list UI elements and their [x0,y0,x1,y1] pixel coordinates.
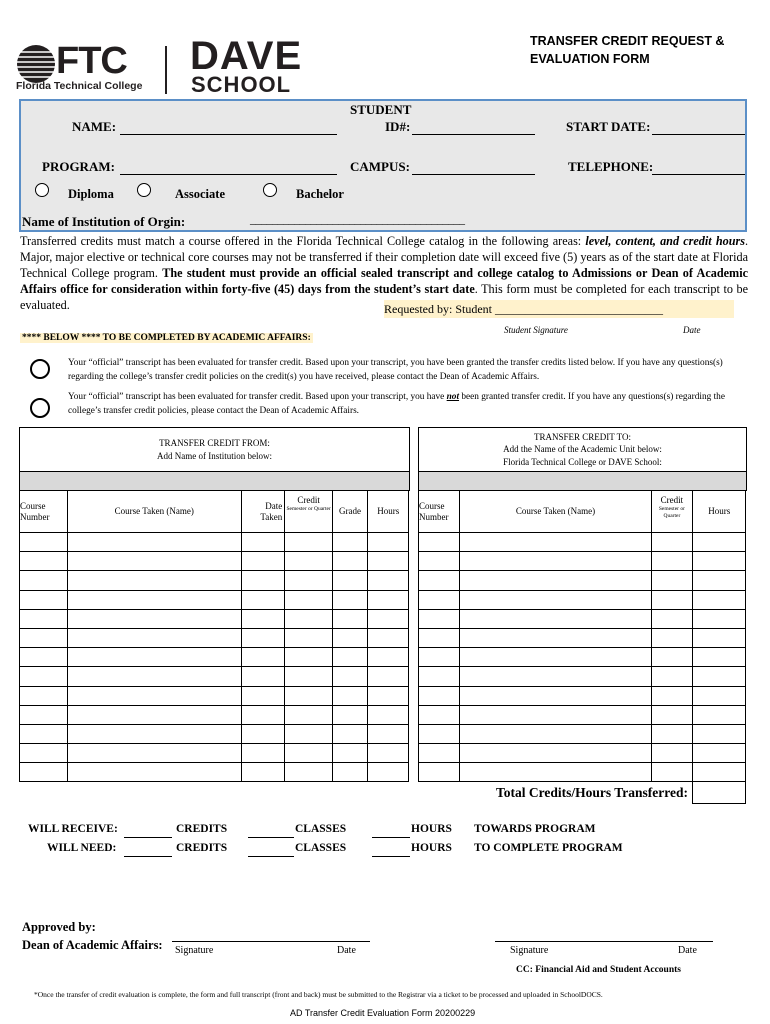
to-table-cell[interactable] [693,705,746,724]
to-table-cell[interactable] [651,590,692,609]
dean-date-caption: Date [337,945,356,956]
to-col-hours: Hours [693,491,746,533]
to-table-cell[interactable] [419,571,460,590]
from-table-cell[interactable] [285,571,333,590]
school-wordmark: SCHOOL [191,72,292,97]
from-header-cell [20,428,410,472]
from-table-cell[interactable] [241,724,285,743]
to-table-cell[interactable] [460,552,651,571]
to-table-cell[interactable] [651,533,692,552]
to-table-cell[interactable] [419,590,460,609]
campus-label: CAMPUS: [350,159,410,174]
from-table-cell[interactable] [20,552,68,571]
from-table-cell[interactable] [20,763,68,782]
to-table-cell[interactable] [419,705,460,724]
from-table-row [20,590,410,609]
program-field[interactable] [120,174,337,175]
from-table-cell[interactable] [67,724,241,743]
from-table-cell[interactable] [333,648,368,667]
from-table-cell[interactable] [241,571,285,590]
from-table-cell[interactable] [67,667,241,686]
to-table-cell[interactable] [419,552,460,571]
from-subtitle: Add Name of Institution below: [157,450,272,461]
from-col-credit [285,491,333,533]
need-hours-field[interactable] [372,856,410,857]
from-table-row [20,744,410,763]
from-table-cell[interactable] [285,763,333,782]
receive-hours-label: HOURS [411,823,452,835]
name-field[interactable] [120,134,337,135]
ftc-subtitle: Florida Technical College [16,80,143,92]
from-table-cell[interactable] [285,724,333,743]
from-table-cell[interactable] [67,705,241,724]
from-table-cell[interactable] [285,609,333,628]
from-table-cell[interactable] [20,667,68,686]
from-table-cell[interactable] [368,533,409,552]
from-table-cell[interactable] [241,667,285,686]
not-emphasis: not [446,392,460,402]
from-table-cell[interactable] [368,667,409,686]
to-table-cell[interactable] [651,667,692,686]
to-table-cell[interactable] [693,590,746,609]
policy-emphasis: level, content, and credit hours [585,234,745,248]
to-table-cell[interactable] [693,552,746,571]
dave-wordmark: DAVE [190,34,303,78]
from-table-row [20,724,410,743]
second-signature-caption: Signature [510,945,549,956]
from-table-row [20,705,410,724]
ftc-wordmark: FTC [56,40,127,82]
from-table-cell[interactable] [241,763,285,782]
policy-text-3: . This form must be completed for each transcript to be evaluated. [20,282,748,312]
from-table-cell[interactable] [285,705,333,724]
from-table-cell[interactable] [285,744,333,763]
from-table-cell[interactable] [368,552,409,571]
to-table-cell[interactable] [651,571,692,590]
from-table-row [20,609,410,628]
will-need-label: WILL NEED: [47,842,117,854]
from-table-cell[interactable] [20,648,68,667]
ftc-globe-icon [16,44,56,84]
not-granted-credit-radio[interactable] [30,398,50,418]
need-credits-label: CREDITS [176,842,228,854]
cc-line: CC: Financial Aid and Student Accounts [516,965,681,975]
from-table-cell[interactable] [368,744,409,763]
start-date-field[interactable] [652,134,745,135]
from-table-cell[interactable] [20,628,68,647]
to-table-cell[interactable] [651,763,692,782]
to-table-row [419,609,747,628]
student-id-field[interactable] [412,134,535,135]
to-table-cell[interactable] [460,628,651,647]
receive-classes-field[interactable] [248,837,294,838]
from-col-hours: Hours [368,491,409,533]
from-table-cell[interactable] [67,571,241,590]
to-table-cell[interactable] [419,533,460,552]
from-table-cell[interactable] [333,744,368,763]
policy-text-1: Transferred credits must match a course offered in the Florida Technical College catalog in the following areas: [20,234,582,248]
to-col-credit [651,491,692,533]
to-table-cell[interactable] [651,648,692,667]
total-credits-label: Total Credits/Hours Transferred: [496,785,689,801]
from-col-grade: Grade [333,491,368,533]
dean-label: Dean of Academic Affairs: [22,938,163,952]
telephone-field[interactable] [652,174,745,175]
from-col-date-taken: Date Taken [241,491,285,533]
towards-program-label: TOWARDS PROGRAM [474,823,596,835]
from-table-cell[interactable] [368,571,409,590]
receive-classes-label: CLASSES [295,823,347,835]
to-table-cell[interactable] [419,724,460,743]
from-table-row [20,667,410,686]
to-table-row [419,705,747,724]
to-col-course-number: Course Number [419,491,460,533]
from-table-cell[interactable] [241,590,285,609]
to-table-row [419,763,747,782]
bachelor-label: Bachelor [296,187,344,201]
second-date-caption: Date [678,945,697,956]
from-table-cell[interactable] [285,686,333,705]
to-table-body [419,533,747,782]
from-table-cell[interactable] [67,686,241,705]
from-table-cell[interactable] [368,705,409,724]
from-table-cell[interactable] [20,744,68,763]
to-table-cell[interactable] [460,763,651,782]
transfer-from-table [19,427,410,782]
form-id: AD Transfer Credit Evaluation Form 20200229 [290,1008,476,1018]
logo-divider [165,46,167,94]
to-credit-label: Credit [660,495,684,505]
from-table-cell[interactable] [20,533,68,552]
to-table-cell[interactable] [693,763,746,782]
diploma-label: Diploma [68,187,114,201]
from-table-row [20,648,410,667]
program-label: PROGRAM: [42,159,115,174]
from-table-row [20,686,410,705]
policy-deadline: The student must provide an official sealed transcript and college catalog to Admissions or Dean of Academic Affairs office for consideration within forty-five (45) days from the student’s start date [20,266,748,296]
diploma-radio[interactable] [35,183,49,197]
name-label: NAME: [72,119,117,134]
from-table-cell[interactable] [241,609,285,628]
to-table-row [419,571,747,590]
need-classes-field[interactable] [248,856,294,857]
receive-credits-field[interactable] [124,837,172,838]
requested-by-blank: ____________________________ [495,302,663,316]
not-granted-credit-text [68,390,740,418]
from-table-cell[interactable] [333,628,368,647]
to-table-cell[interactable] [693,628,746,647]
from-table-cell[interactable] [333,667,368,686]
to-table-cell[interactable] [460,609,651,628]
to-table-cell[interactable] [419,648,460,667]
to-subtitle-2: Florida Technical College or DAVE School: [503,456,662,467]
student-date-caption: Date [683,325,701,335]
to-credit-sub: Semester or Quarter [658,506,685,519]
to-complete-label: TO COMPLETE PROGRAM [474,842,623,854]
to-table-cell[interactable] [419,667,460,686]
to-table-cell[interactable] [460,705,651,724]
institution-field[interactable]: _______________________________________ [250,212,465,226]
to-table-cell[interactable] [693,571,746,590]
to-table-cell[interactable] [693,667,746,686]
from-table-cell[interactable] [285,667,333,686]
from-table-cell[interactable] [67,533,241,552]
to-table-row [419,686,747,705]
to-table-cell[interactable] [460,667,651,686]
from-table-cell[interactable] [368,724,409,743]
to-table-cell[interactable] [651,552,692,571]
from-table-cell[interactable] [285,648,333,667]
from-table-cell[interactable] [333,533,368,552]
from-table-cell[interactable] [368,648,409,667]
to-table-cell[interactable] [651,724,692,743]
from-table-row [20,571,410,590]
need-credits-field[interactable] [124,856,172,857]
from-table-cell[interactable] [285,552,333,571]
from-table-cell[interactable] [20,686,68,705]
to-table-cell[interactable] [460,648,651,667]
to-academic-unit-field[interactable] [419,472,747,491]
from-table-cell[interactable] [241,533,285,552]
to-table-cell[interactable] [419,609,460,628]
associate-radio[interactable] [137,183,151,197]
from-title: TRANSFER CREDIT FROM: [159,437,270,448]
from-table-cell[interactable] [368,609,409,628]
from-table-cell[interactable] [241,744,285,763]
to-table-row [419,648,747,667]
from-table-cell[interactable] [368,763,409,782]
receive-hours-field[interactable] [372,837,410,838]
to-table-cell[interactable] [693,744,746,763]
from-table-row [20,533,410,552]
from-table-cell[interactable] [285,628,333,647]
to-col-course-taken: Course Taken (Name) [460,491,651,533]
from-table-cell[interactable] [67,744,241,763]
granted-credit-radio[interactable] [30,359,50,379]
to-table-cell[interactable] [693,686,746,705]
from-table-cell[interactable] [67,763,241,782]
to-title: TRANSFER CREDIT TO: [533,431,632,442]
to-table-cell[interactable] [651,609,692,628]
to-table-row [419,724,747,743]
from-table-cell[interactable] [20,571,68,590]
from-table-row [20,628,410,647]
total-credits-field[interactable] [693,782,746,804]
to-table-cell[interactable] [693,533,746,552]
student-signature-caption: Student Signature [504,325,568,335]
from-credit-label: Credit [297,495,320,505]
to-table-row [419,744,747,763]
bachelor-radio[interactable] [263,183,277,197]
to-table-cell[interactable] [693,648,746,667]
from-table-cell[interactable] [20,724,68,743]
form-title: TRANSFER CREDIT REQUEST & EVALUATION FORM [530,34,725,66]
to-table-cell[interactable] [651,628,692,647]
to-table-cell[interactable] [419,628,460,647]
to-header-cell [419,428,747,472]
from-table-cell[interactable] [241,552,285,571]
from-col-course-taken: Course Taken (Name) [67,491,241,533]
to-subtitle-1: Add the Name of the Academic Unit below: [503,444,662,455]
dean-signature-field[interactable] [172,941,370,942]
from-table-row [20,552,410,571]
to-table-row [419,552,747,571]
to-table-row [419,590,747,609]
from-table-cell[interactable] [67,590,241,609]
academic-affairs-heading: **** BELOW **** TO BE COMPLETED BY ACADEMIC AFFAIRS: [22,333,311,343]
from-table-cell[interactable] [333,724,368,743]
from-table-cell[interactable] [20,590,68,609]
from-table-cell[interactable] [241,628,285,647]
from-table-cell[interactable] [333,763,368,782]
from-table-cell[interactable] [67,552,241,571]
from-table-cell[interactable] [333,686,368,705]
to-table-cell[interactable] [419,744,460,763]
from-table-cell[interactable] [333,571,368,590]
id-label: ID#: [385,119,411,134]
from-col-course-number: Course Number [20,491,68,533]
from-table-cell[interactable] [285,533,333,552]
from-table-cell[interactable] [241,705,285,724]
dean-signature-caption: Signature [175,945,214,956]
telephone-label: TELEPHONE: [568,159,654,174]
to-table-cell[interactable] [460,686,651,705]
ftc-logo [16,42,146,94]
student-label: STUDENT [350,102,412,117]
receive-credits-label: CREDITS [176,823,228,835]
from-institution-name-field[interactable] [20,472,410,491]
from-table-cell[interactable] [368,686,409,705]
not-granted-text-a: Your “official” transcript has been evaluated for transfer credit. Based upon your transcript, you have [68,392,445,402]
institution-label: Name of Institution of Orgin: [22,214,186,229]
to-table-cell[interactable] [693,609,746,628]
need-hours-label: HOURS [411,842,452,854]
from-credit-sub: Semester or Quarter [286,506,331,512]
to-table-cell[interactable] [419,763,460,782]
from-table-body [20,533,410,782]
requested-by-label: Requested by: Student [384,302,492,316]
second-signature-field[interactable] [495,941,713,942]
to-table-cell[interactable] [419,686,460,705]
to-table-cell[interactable] [460,724,651,743]
to-table-cell[interactable] [460,533,651,552]
from-table-cell[interactable] [333,552,368,571]
from-table-cell[interactable] [67,609,241,628]
from-table-cell[interactable] [368,628,409,647]
from-table-cell[interactable] [67,648,241,667]
to-table-row [419,533,747,552]
from-table-cell[interactable] [20,705,68,724]
to-table-cell[interactable] [460,571,651,590]
to-table-row [419,628,747,647]
not-granted-text-b: been granted transfer credit. If you have any questions(s) regarding the college’s transfer credit policies, please contact the Dean of Academic Affairs. [68,392,725,416]
footnote: *Once the transfer of credit evaluation is complete, the form and full transcript (front and back) must be submitted to the Registrar via a ticket to be processed and uploaded in SchoolDOCS. [34,990,603,999]
from-table-cell[interactable] [67,628,241,647]
transfer-to-table [418,427,747,804]
start-date-label: START DATE: [566,119,651,134]
from-table-cell[interactable] [20,609,68,628]
approved-by-label: Approved by: [22,920,96,934]
from-table-cell[interactable] [285,590,333,609]
from-table-cell[interactable] [333,705,368,724]
to-table-cell[interactable] [651,705,692,724]
from-table-cell[interactable] [241,648,285,667]
to-table-cell[interactable] [651,686,692,705]
from-table-cell[interactable] [333,590,368,609]
need-classes-label: CLASSES [295,842,347,854]
to-table-cell[interactable] [460,590,651,609]
policy-text-2: . Major, major elective or technical core courses may not be transferred if their completion date will exceed five (5) years as of the start date at Florida Technical College program. [20,234,749,280]
to-table-cell[interactable] [693,724,746,743]
campus-field[interactable] [412,174,535,175]
from-table-cell[interactable] [333,609,368,628]
from-table-cell[interactable] [241,686,285,705]
to-table-cell[interactable] [460,744,651,763]
to-table-cell[interactable] [651,744,692,763]
requested-by-field[interactable] [384,300,734,318]
from-table-cell[interactable] [368,590,409,609]
associate-label: Associate [175,187,225,201]
to-table-row [419,667,747,686]
will-receive-label: WILL RECEIVE: [28,823,118,835]
granted-credit-text: Your “official” transcript has been evaluated for transfer credit. Based upon your transcript, you have been granted the transfer credits listed below. If you have any questions(s) regarding the college’s transfer credit policies on the credit(s) you have received, please contact the Dean of Academic Affairs. [68,358,723,382]
from-table-row [20,763,410,782]
